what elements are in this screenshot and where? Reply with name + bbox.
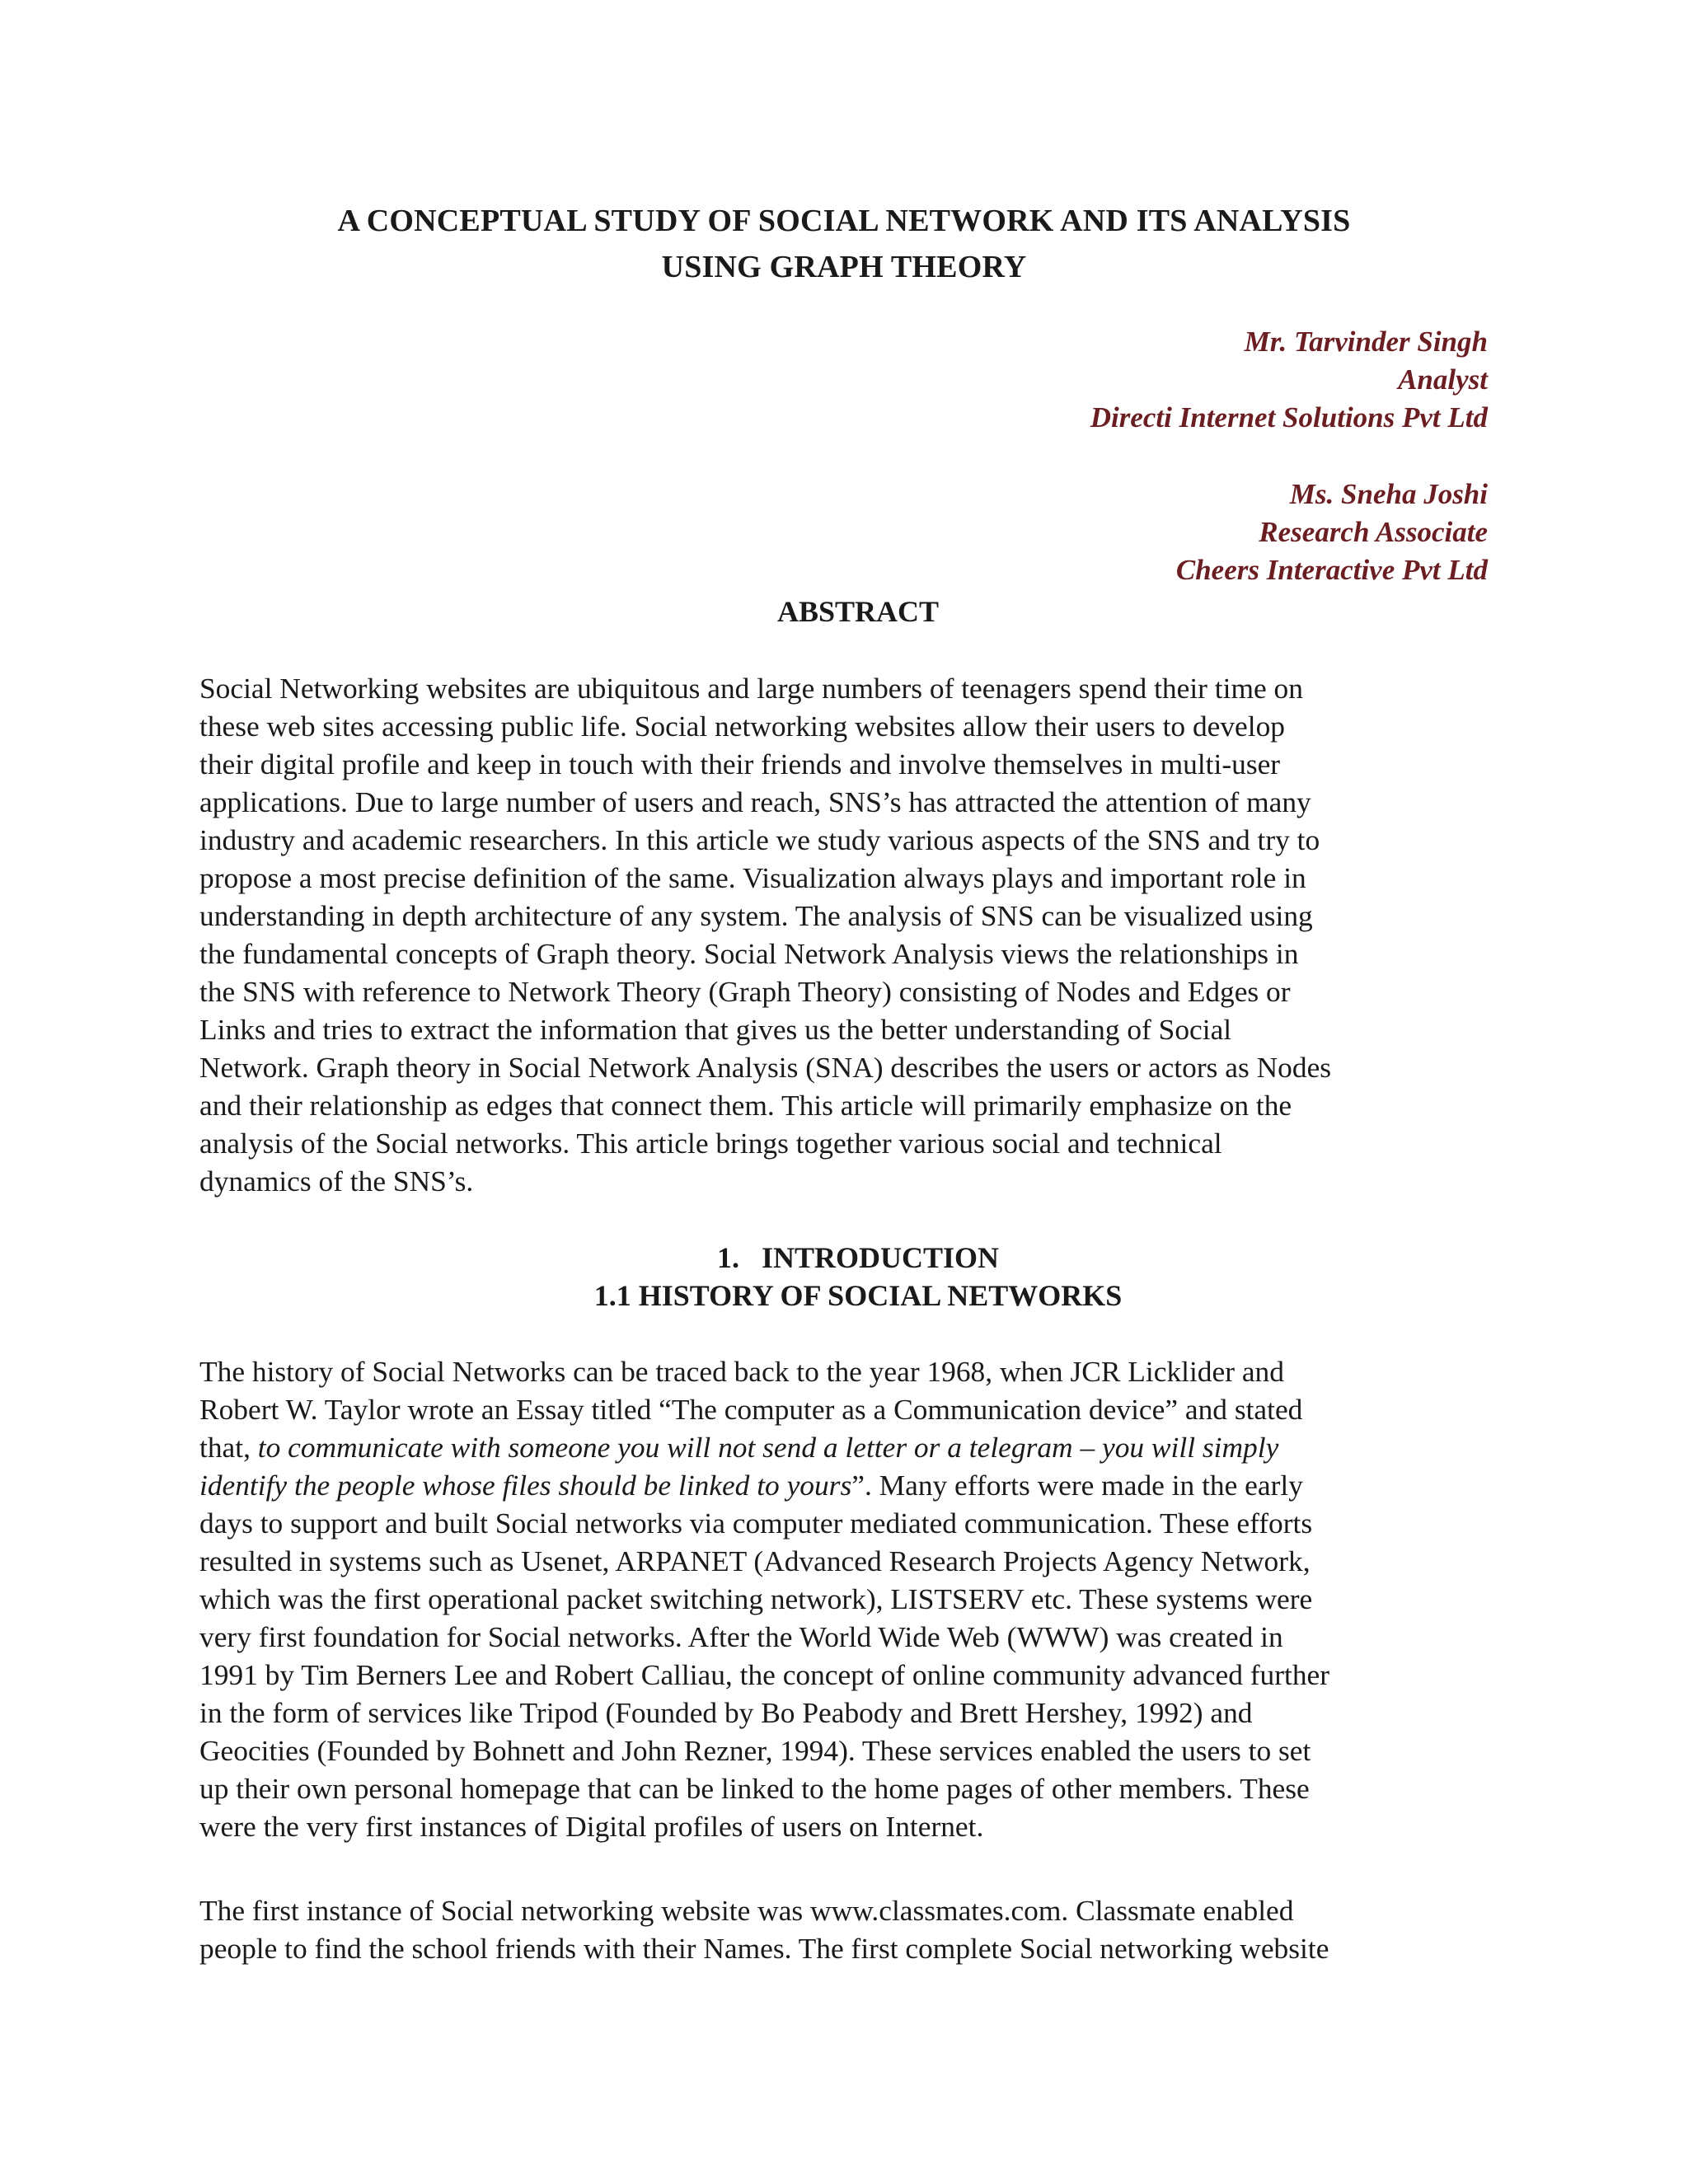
abstract-line: their digital profile and keep in touch with their friends and involve themselves in multi-user [199,748,1281,780]
quoted-italic-text: identify the people whose files should be linked to yours [199,1469,852,1502]
title-line-2: USING GRAPH THEORY [661,250,1027,284]
paragraph-line: Robert W. Taylor wrote an Essay titled “The computer as a Communication device” and stated [199,1393,1303,1426]
abstract-line: Links and tries to extract the information that gives us the better understanding of Social [199,1013,1232,1046]
abstract-line: analysis of the Social networks. This article brings together various social and technical [199,1127,1222,1160]
introduction-paragraph-1 [199,1352,1485,1845]
abstract-line: dynamics of the SNS’s. [199,1165,474,1197]
paragraph-line: were the very first instances of Digital profiles of users on Internet. [199,1810,984,1843]
author-role: Analyst [1398,363,1488,396]
subsection-heading: 1.1 HISTORY OF SOCIAL NETWORKS [593,1279,1123,1312]
section-heading: 1. INTRODUCTION [716,1241,1000,1274]
paragraph-line: Geocities (Founded by Bohnett and John Rezner, 1994). These services enabled the users to set [199,1734,1311,1767]
abstract-line: the fundamental concepts of Graph theory. Social Network Analysis views the relationships in [199,937,1299,970]
abstract-line: the SNS with reference to Network Theory (Graph Theory) consisting of Nodes and Edges or [199,975,1291,1008]
author-block-2 [746,476,1488,589]
paragraph-line: The history of Social Networks can be traced back to the year 1968, when JCR Licklider and [199,1355,1284,1388]
paragraph-line: The first instance of Social networking website was www.classmates.com. Classmate enabled [199,1894,1294,1927]
introduction-headings [179,1239,1537,1315]
abstract-line: and their relationship as edges that connect them. This article will primarily emphasize on the [199,1089,1292,1122]
author-organization: Directi Internet Solutions Pvt Ltd [1090,401,1488,434]
paragraph-line: days to support and built Social networks via computer mediated communication. These efforts [199,1507,1313,1540]
paragraph-line: very first foundation for Social networks. After the World Wide Web (WWW) was created in [199,1620,1283,1653]
title-line-1: A CONCEPTUAL STUDY OF SOCIAL NETWORK AND ITS ANALYSIS [337,204,1351,238]
author-name: Mr. Tarvinder Singh [1244,326,1488,358]
abstract-line: these web sites accessing public life. Social networking websites allow their users to develop [199,710,1285,743]
paragraph-line: resulted in systems such as Usenet, ARPANET (Advanced Research Projects Agency Network, [199,1544,1311,1577]
author-role: Research Associate [1259,516,1488,548]
paper-title [165,198,1523,290]
abstract-line: applications. Due to large number of users and reach, SNS’s has attracted the attention of many [199,785,1311,818]
abstract-line: industry and academic researchers. In this article we study various aspects of the SNS and try to [199,823,1320,856]
paragraph-line: people to find the school friends with their Names. The first complete Social networking website [199,1932,1329,1965]
introduction-paragraph-2 [199,1891,1485,1967]
abstract-heading: ABSTRACT [776,595,940,628]
paragraph-line: in the form of services like Tripod (Founded by Bo Peabody and Brett Hershey, 1992) and [199,1696,1253,1729]
author-name: Ms. Sneha Joshi [1289,478,1488,510]
abstract-text [199,669,1485,1200]
line-suffix: ”. Many efforts were made in the early [851,1469,1303,1502]
quoted-italic-text: to communicate with someone you will not send a letter or a telegram – you will simply [257,1431,1279,1464]
abstract-line: propose a most precise definition of the same. Visualization always plays and important role in [199,861,1306,894]
author-block-1 [746,323,1488,437]
paragraph-line: 1991 by Tim Berners Lee and Robert Calliau, the concept of online community advanced further [199,1658,1330,1691]
paragraph-line: up their own personal homepage that can be linked to the home pages of other members. These [199,1772,1310,1805]
abstract-line: understanding in depth architecture of any system. The analysis of SNS can be visualized using [199,899,1313,932]
line-prefix: that, [199,1431,258,1464]
paragraph-line [199,1466,1485,1504]
author-organization: Cheers Interactive Pvt Ltd [1175,554,1488,586]
abstract-line: Social Networking websites are ubiquitous and large numbers of teenagers spend their time on [199,672,1303,705]
abstract-line: Network. Graph theory in Social Network Analysis (SNA) describes the users or actors as Nodes [199,1051,1332,1084]
paragraph-line [199,1428,1485,1466]
paragraph-line: which was the first operational packet switching network), LISTSERV etc. These systems were [199,1582,1313,1615]
